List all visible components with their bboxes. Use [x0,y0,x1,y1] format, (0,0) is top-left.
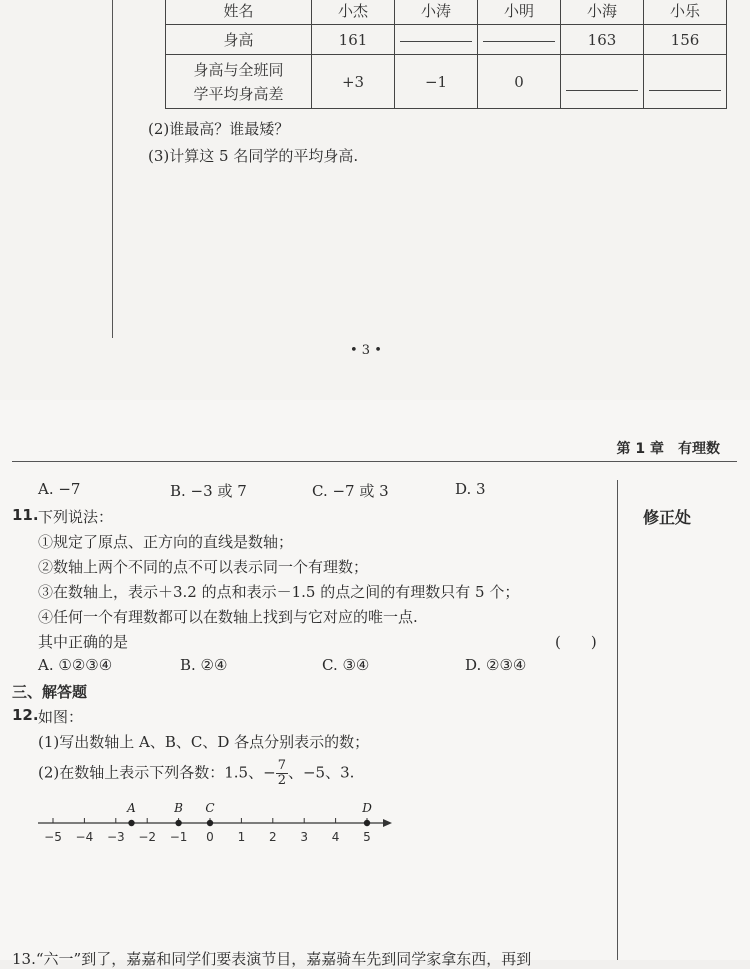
q12-sub2-prefix: (2)在数轴上表示下列各数：1.5、− [38,763,276,782]
q10-sub2: (2)谁最高？谁最矮？ [148,120,290,138]
correction-column-line [617,480,618,960]
table-cell: 156 [644,25,727,55]
number-line-tick-label: −3 [106,830,125,844]
number-line-tick-label: 1 [237,830,246,844]
q11-option-c: C. ③④ [322,656,370,674]
number-line-point [128,820,134,826]
q11-option-a: A. ①②③④ [38,656,113,674]
table-header-cell: 小海 [561,0,644,25]
table-header-cell: 小涛 [395,0,478,25]
table-row-label [166,55,312,109]
table-row [166,0,727,25]
number-line-tick-label: 2 [268,830,277,844]
correction-label: 修正处 [643,508,692,527]
table-cell-blank [395,25,478,55]
fraction-numerator: 7 [277,758,286,773]
number-line-point [207,820,213,826]
fraction [276,759,288,788]
q12-sub2-suffix: 、−5、3. [287,763,355,782]
q10-option-b: B. −3 或 7 [170,482,247,500]
page-number: • 3 • [350,343,382,358]
table-cell: 161 [312,25,395,55]
table-row-label: 身高 [166,25,312,55]
lower-page [0,400,750,968]
q11-item-2: ②数轴上两个不同的点不可以表示同一个有理数； [38,558,369,576]
number-line-tick-label: −1 [169,830,188,844]
q11-item-4: ④任何一个有理数都可以在数轴上找到与它对应的唯一点. [38,608,418,626]
q12-sub2 [38,759,354,788]
table-header-cell: 小杰 [312,0,395,25]
table-cell-blank [561,55,644,109]
q11-item-3: ③在数轴上，表示＋3.2 的点和表示－1.5 的点之间的有理数只有 5 个； [38,583,520,601]
q10-option-a: A. −7 [38,480,81,498]
table-row-label-line: 学平均身高差 [193,84,284,103]
q11-stem: 下列说法： [38,508,114,526]
q11-answer-paren: ( ) [555,633,597,651]
table-cell-blank [644,55,727,109]
number-line-point-label: C [205,801,215,815]
table-cell-blank [478,25,561,55]
table-row-label-line: 身高与全班同 [193,60,284,79]
number-line-point [175,820,181,826]
margin-line-upper [112,0,113,338]
table-header-cell: 姓名 [166,0,312,25]
number-line-tick-label: 3 [300,830,309,844]
running-head: 第 1 章 有理数 [616,441,720,457]
number-line-point-label: D [362,801,372,815]
fraction-denominator: 2 [277,773,286,788]
table-cell: 0 [478,55,561,109]
upper-page [0,0,750,400]
q11-number: 11. [12,506,39,524]
q12-stem: 如图： [38,708,84,726]
q11-option-d: D. ②③④ [465,656,527,674]
number-line-tick-label: −5 [44,830,62,844]
q13-partial: 13.“六一”到了，嘉嘉和同学们要表演节目，嘉嘉骑车先到同学家拿东西，再到 [12,950,532,968]
q11-question: 其中正确的是 [38,633,129,651]
number-line [0,796,420,852]
table-cell: +3 [312,55,395,109]
number-line-point-label: A [127,801,136,815]
q11-option-b: B. ②④ [180,656,228,674]
table-cell: 163 [561,25,644,55]
q10-sub3: (3)计算这 5 名同学的平均身高. [148,147,359,165]
table-header-cell: 小乐 [644,0,727,25]
number-line-point-label: B [174,801,184,815]
table-cell: −1 [395,55,478,109]
number-line-tick-label: −4 [75,830,94,844]
number-line-tick-label: −2 [138,830,157,844]
table-header-cell: 小明 [478,0,561,25]
height-table [165,0,727,109]
number-line-point [364,820,370,826]
table-row [166,25,727,55]
q12-number: 12. [12,706,39,724]
number-line-tick-label: 5 [363,830,371,844]
q12-sub1: (1)写出数轴上 A、B、C、D 各点分别表示的数； [38,733,370,751]
q10-option-c: C. −7 或 3 [312,482,389,500]
section-heading: 三、解答题 [12,683,88,701]
q11-item-1: ①规定了原点、正方向的直线是数轴； [38,533,294,551]
q10-option-d: D. 3 [455,480,486,498]
arrow-icon [383,819,392,827]
number-line-tick-label: 0 [206,830,214,844]
header-rule [12,461,737,462]
number-line-tick-label: 4 [331,830,340,844]
table-row [166,55,727,109]
